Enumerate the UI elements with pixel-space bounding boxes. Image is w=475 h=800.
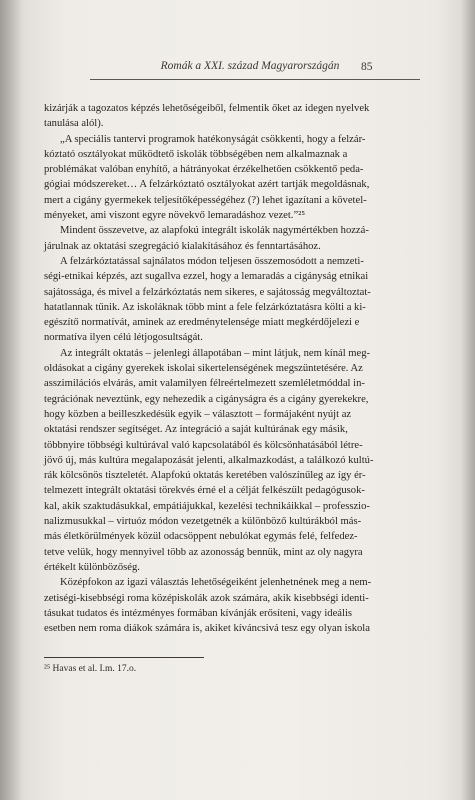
text-line: zetiségi-kisebbségi roma középiskolák azok számára, akik kisebbségi identi- [44,592,369,604]
text-line: hogy közben a beilleszkedésük egyik – választott – formájaként nyújt az [44,408,352,420]
text-line: egészítő normatívát, aminek az eredménytelensége miatt megkérdőjelezi e [44,317,360,329]
text-line: kóztató osztályokat működtető iskolák többségében nem alkalmaznak a [44,148,348,160]
text-line: tegrációnak neveztünk, egy nehezedik a cigányságra és a cigány gyerekekre, [44,393,369,405]
body-text [44,101,426,636]
text-line: Az integrált oktatás – jelenlegi állapotában – mint látjuk, nem kínál meg- [60,347,371,359]
text-line: tanulása alól). [44,118,104,130]
page-number: 85 [361,61,373,73]
text-line: hatatlannak tűnik. Az iskoláknak több mint a fele felzárkóztatásra költi a ki- [44,301,366,313]
text-line: járulnak az oktatási szegregáció kialakításához és fenntartásához. [44,240,321,252]
text-line: oktatási rendszer segítséget. Az integráció a saját kultúrának egy másik, [44,424,348,436]
text-line: esetben nem roma diákok számára is, akiket kíváncsivá tesz egy olyan iskola [44,623,370,635]
header-rule [90,79,420,80]
text-line: jövő új, más kultúra megalapozását jelenti, alkalmazkodást, a találkozó kultú- [44,454,374,466]
text-line: rák kölcsönös tiszteletét. Alapfokú oktatás keretében valószínűleg az így ér- [44,470,366,482]
text-line: A felzárkóztatással sajnálatos módon teljesen összemosódott a nemzeti- [60,255,364,267]
text-line: gógiai módszereket… A felzárkóztató osztályokat azért tartják megoldásnak, [44,179,370,191]
text-line: ményeket, ami viszont egyre növekvő lemaradáshoz vezet.”²⁵ [44,210,306,222]
text-line: ségi-etnikai képzés, azt sugallva ezzel, hogy a lemaradás a cigányság etnikai [44,271,369,283]
footnote: ²⁵ Havas et al. I.m. 17.o. [44,664,137,674]
text-line: problémákat valóban enyhítő, a hátrányokat érzékelhetően csökkentő peda- [44,164,364,176]
text-line: Mindent összevetve, az alapfokú integrált iskolák nagymértékben hozzá- [60,225,369,237]
text-line: Középfokon az igazi választás lehetőségeiként jelenhetnének meg a nem- [60,577,372,589]
text-line: „A speciális tantervi programok hatékonyságát csökkenti, hogy a felzár- [60,133,366,145]
text-line: mert a cigány gyermekek teljesítőképességéhez (?) lehet igazítani a követel- [44,194,367,206]
page-edge-shadow [461,0,475,800]
text-line: sajátossága, és mivel a felzárkóztatás nem sikeres, e sajátosság megváltoztat- [44,286,371,298]
text-line: tásukat tudatos és intézményes formában kívánják erősíteni, vagy ideális [44,607,353,619]
text-line: kizárják a tagozatos képzés lehetőségeiből, felmentik őket az idegen nyelvek [44,103,370,114]
text-line: többnyire többségi kultúrával való kapcsolatából és kölcsönhatásából létre- [44,439,363,451]
text-line: asszimilációs elvárás, amit valamilyen félreértelmezett szemléletmóddal in- [44,378,365,390]
text-line: normatíva ilyen célú létjogosultságát. [44,332,203,344]
text-line: tetve velük, hogy mennyivel több az azonosság bennük, mint az oly nagyra [44,546,363,558]
text-line: telmezett integrált oktatási törekvés érné el a célját felkészült pedagógusok- [44,485,365,497]
text-line: értékelt különbözőség. [44,561,140,573]
spine-shadow [0,0,22,800]
text-line: más életkörülmények közül odacsöppent nebulókat egymás felé, felfedez- [44,531,358,543]
book-page [30,0,460,800]
running-title: Romák a XXI. század Magyarországán [160,60,340,72]
text-line: oldásokat a cigány gyerekek iskolai sikertelenségének megszüntetésére. Az [44,363,363,375]
text-line: kal, akik szaktudásukkal, empátiájukkal, kezelési technikáikkal – professzio- [44,500,370,512]
text-line: nalizmusukkal – virtuóz módon vezetgetnék a különböző kultúrákból más- [44,516,362,528]
footnote-rule [44,657,204,658]
